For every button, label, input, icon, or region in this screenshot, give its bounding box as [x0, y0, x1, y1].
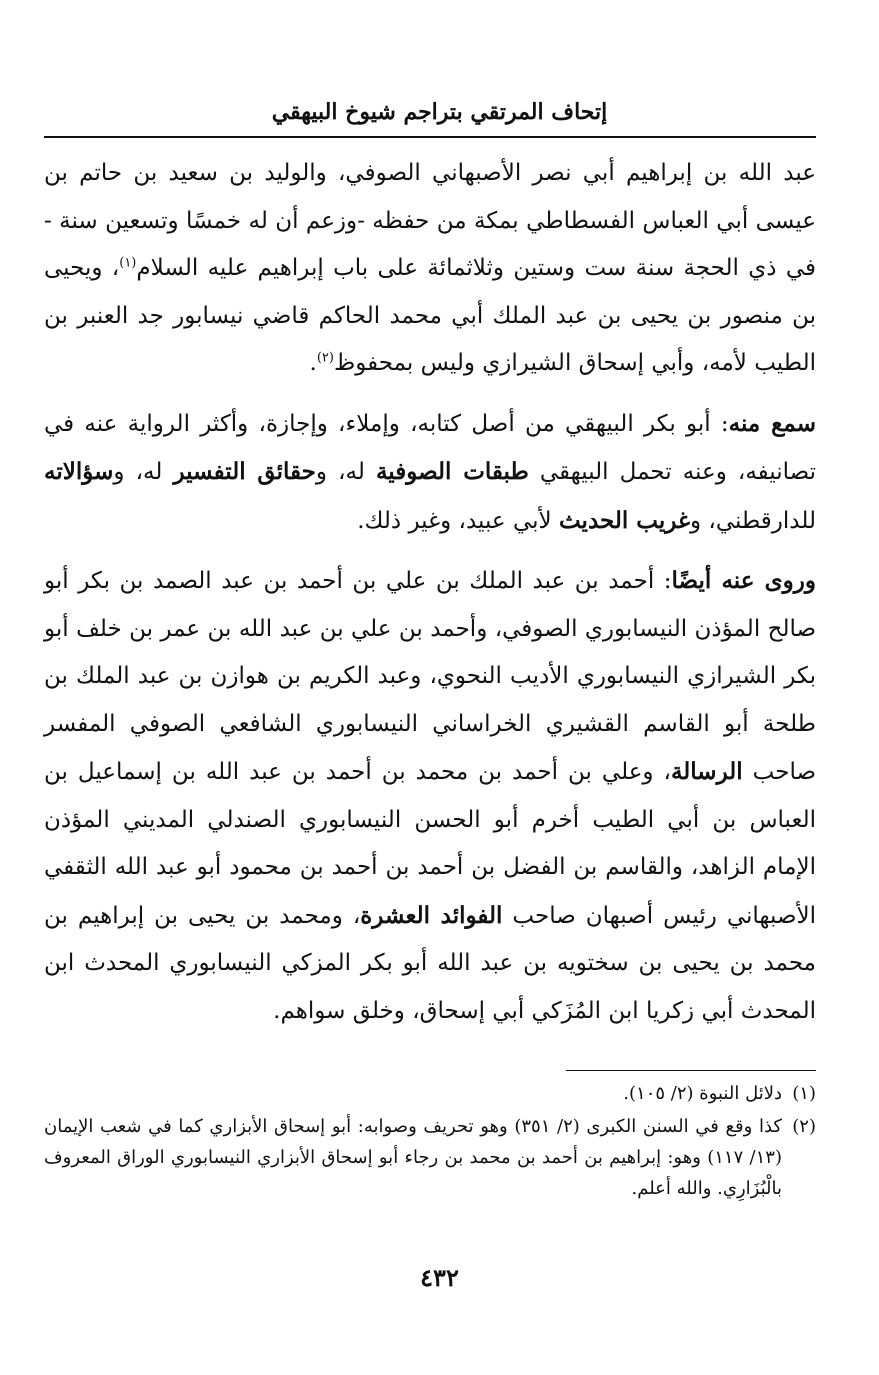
p1-text-c: . — [309, 350, 317, 376]
p2-lead: سمع منه — [728, 409, 816, 437]
footnote-ref-1: (١) — [119, 255, 137, 271]
p2-text-3: له، و — [113, 459, 174, 485]
footnote-1-number: (١) — [792, 1083, 816, 1104]
p1-text-b: ، ويحيى بن منصور بن يحيى بن عبد الملك أبي محمد الحاكم قاضي نيسابور جد العنبر بن الطيب لأمه، وأبي إسحاق الشيرازي وليس بمحفوظ — [44, 255, 816, 376]
p2-bold-3: سؤالاته — [44, 458, 114, 485]
p3-bold-2: الفوائد العشرة — [360, 901, 503, 929]
paragraph-1 — [44, 150, 816, 388]
running-title: إتحاف المرتقي بتراجم شيوخ البيهقي — [271, 99, 608, 125]
footnote-2-number: (٢) — [792, 1116, 816, 1137]
p1-text-a: عبد الله بن إبراهيم أبي نصر الأصبهاني الصوفي، والوليد بن سعيد بن حاتم بن عيسى أبي العباس الفسطاطي بمكة من حفظه -وزعم أن له خمسًا وتسعين سنة - في ذي الحجة سنة ست وستين وثلاثمائة على باب إبراهيم عليه السلام — [44, 160, 817, 281]
paragraph-3 — [44, 557, 816, 1035]
p2-text-4: للدارقطني، و — [689, 507, 816, 534]
p3-text-2: ، وعلي بن أحمد بن محمد بن أحمد بن عبد الله بن إسماعيل بن العباس بن أبي الطيب أخرم أبو الحسن النيسابوري الصندلي المديني المؤذن الإمام الزاهد، والقاسم بن الفضل بن أحمد بن أحمد بن محمود أبو عبد الله الثقفي الأصبهاني رئيس أصبهان صاحب — [44, 759, 816, 929]
p3-bold-1: الرسالة — [670, 758, 743, 785]
footnote-2-text: كذا وقع في السنن الكبرى (٢/ ٣٥١) وهو تحريف وصوابه: أبو إسحاق الأبزاري كما في شعب الإيمان (١٣/ ١١٧) وهو: إبراهيم بن أحمد بن محمد بن رجاء أبو إسحاق الأبزاري النيسابوري الوراق المعروف بالْبُزَارِي. والله أعلم. — [44, 1116, 782, 1199]
footnote-2 — [44, 1111, 816, 1204]
footnote-1-text: دلائل النبوة (٢/ ١٠٥). — [623, 1083, 782, 1104]
paragraph-2 — [44, 400, 816, 546]
footnote-ref-2: (٢) — [316, 350, 334, 366]
p2-text-1: : أبو بكر البيهقي من أصل كتابه، وإملاء، وإجازة، وأكثر الرواية عنه في تصانيفه، وعنه تحمل البيهقي — [44, 410, 816, 485]
p2-bold-4: غريب الحديث — [558, 506, 690, 534]
main-text — [44, 150, 816, 1047]
footnote-rule — [566, 1070, 816, 1071]
p2-text-2: له، و — [315, 459, 376, 485]
page-number: ٤٣٢ — [420, 1263, 459, 1292]
p2-text-5: لأبي عبيد، وغير ذلك. — [357, 507, 559, 534]
footnote-1 — [44, 1078, 816, 1109]
p3-text-3: ، ومحمد بن يحيى بن إبراهيم بن محمد بن يحيى بن سختويه بن عبد الله أبو بكر المزكي النيسابوري المحدث ابن المحدث أبي زكريا ابن المُزَكي أبي إسحاق، وخلق سواهم. — [44, 902, 817, 1024]
p2-bold-2: حقائق التفسير — [173, 458, 316, 485]
header-rule — [44, 136, 816, 138]
p3-text-1: : أحمد بن عبد الملك بن علي بن أحمد بن عبد الصمد بن بكر أبو صالح المؤذن النيسابوري الصوفي، وأحمد بن علي بن عبد الله بن عمر بن خلف أبو بكر الشيرازي النيسابوري الأديب النحوي، وعبد الكريم بن هوازن بن عبد الملك بن طلحة أبو القاسم القشيري الخراساني النيسابوري الشافعي الصوفي المفسر صاحب — [44, 568, 816, 785]
p3-lead: وروى عنه أيضًا — [671, 567, 816, 594]
p2-bold-1: طبقات الصوفية — [375, 458, 529, 485]
footnotes — [44, 1078, 816, 1206]
